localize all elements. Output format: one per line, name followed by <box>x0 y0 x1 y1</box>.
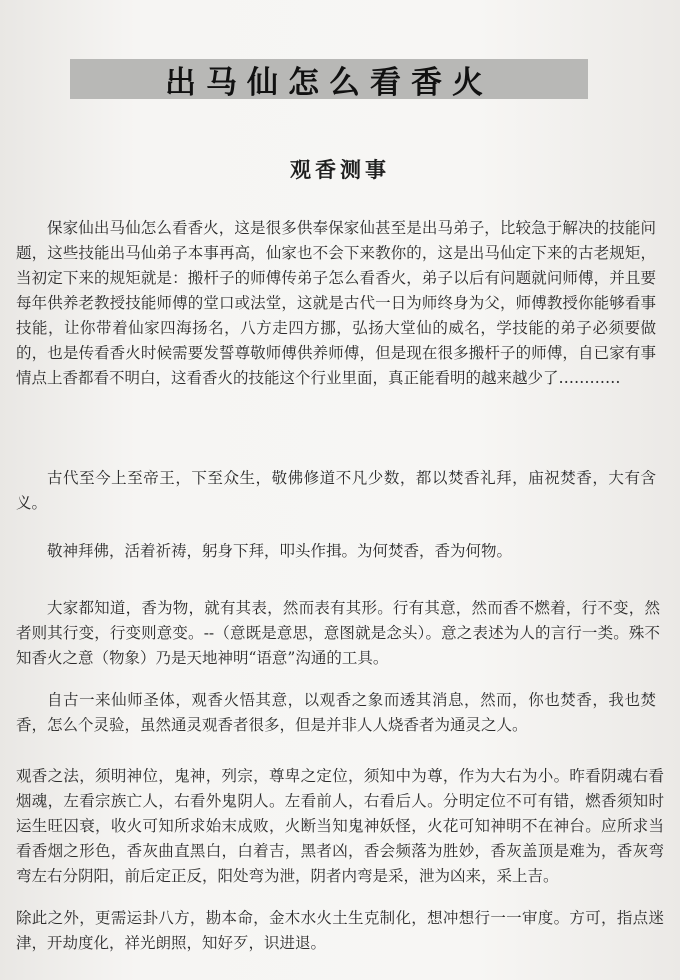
paragraph-incense-meaning: 大家都知道，香为物，就有其表，然而表有其形。行有其意，然而香不燃着，行不变，然者则其行变，行变则意变。--（意既是意思，意图就是念头）。意之表述为人的言行一类。殊不知香火之意（物象）乃是天地神明“语意”沟通的工具。 <box>16 599 660 667</box>
paragraph-masters: 自古一来仙师圣体，观香火悟其意，以观香之象而透其消息，然而，你也焚香，我也焚香，怎么个灵验，虽然通灵观香者很多，但是并非人人烧香者为通灵之人。 <box>16 691 656 734</box>
page-title: 出马仙怎么看香火 <box>165 64 493 101</box>
paragraph-method: 观香之法，须明神位，鬼神，列宗，尊卑之定位，须知中为尊，作为大右为小。昨看阴魂右看烟魂，左看宗族亡人，右看外鬼阴人。左看前人，右看后人。分明定位不可有错，燃香须知时运生旺囚衰，收火可知所求始末成败，火断当知鬼神妖怪，火花可知神明不在神台。应所求当看香烟之形色，香灰曲直黑白，白着吉，黑者凶，香会频落为胜妙，香灰盖顶是难为，香灰弯弯左右分阴阳，前后定正反，阳处弯为泄，阴者内弯是采，泄为凶来，采上吉。 <box>16 767 664 885</box>
paragraph-intro: 保家仙出马仙怎么看香火，这是很多供奉保家仙甚至是出马弟子，比较急于解决的技能问题，这些技能出马仙弟子本事再高，仙家也不会下来教你的，这是出马仙定下来的古老规矩，当初定下来的规矩就是：搬杆子的师傅传弟子怎么看香火，弟子以后有问题就问师傅，并且要每年供养老教授技能师傅的堂口或法堂，这就是古代一日为师终身为父，师傅教授你能够看事技能，让你带着仙家四海扬名，八方走四方挪，弘扬大堂仙的威名，学技能的弟子必须要做的，也是传看香火时候需要发誓尊敬师傅供养师傅，但是现在很多搬杆子的师傅，自已家有事情点上香都看不明白，这看香火的技能这个行业里面，真正能看明的越来越少了………… <box>16 219 656 387</box>
paragraph-worship: 敬神拜佛，活着祈祷，躬身下拜，叩头作揖。为何焚香，香为何物。 <box>47 542 513 560</box>
paragraph-conclusion: 除此之外，更需运卦八方，勘本命，金木水火土生克制化，想冲想行一一审度。方可，指点迷津，开劫度化，祥光朗照，知好歹，识进退。 <box>16 909 664 952</box>
section-subtitle: 观香测事 <box>290 157 390 182</box>
title-banner <box>70 59 588 99</box>
paragraph-ancient: 古代至今上至帝王，下至众生，敬佛修道不凡少数，都以焚香礼拜，庙祝焚香，大有含义。 <box>16 469 656 512</box>
